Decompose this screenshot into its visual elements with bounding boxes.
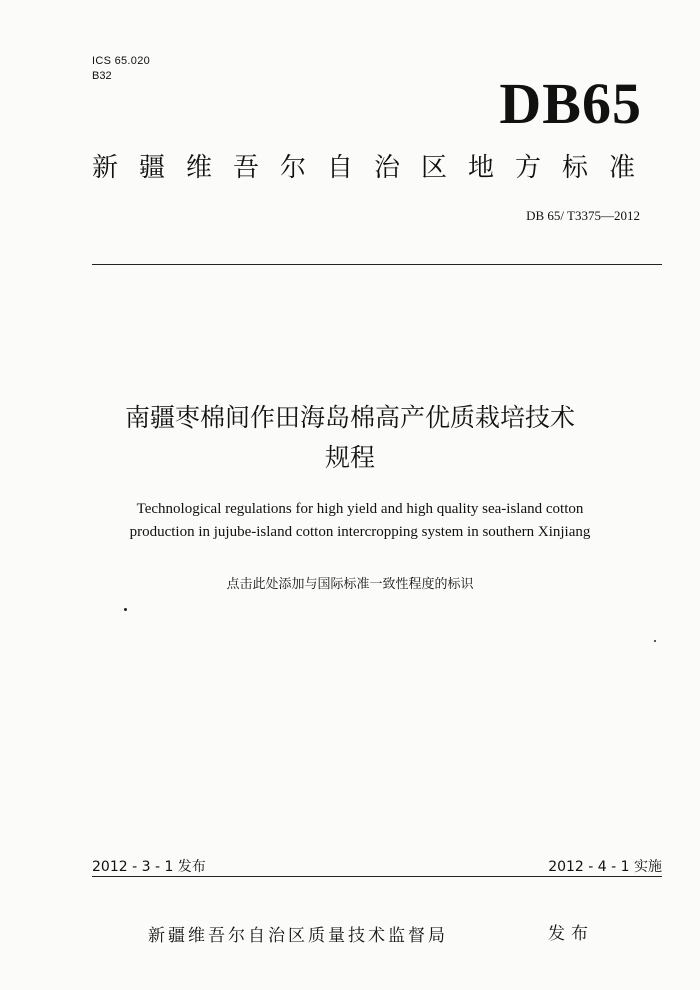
scan-speck [124, 608, 127, 611]
document-title-zh [40, 398, 660, 478]
title-zh-line-2: 规程 [324, 443, 375, 472]
classification-code: B32 [92, 70, 112, 82]
publish-label: 发布 [548, 924, 594, 944]
publisher-name: 新疆维吾尔自治区质量技术监督局 [148, 926, 448, 946]
document-title-en [60, 498, 660, 544]
title-en-line-1: Technological regulations for high yield and high quality sea-island cotton [136, 501, 584, 517]
header-divider [92, 264, 662, 265]
consistency-placeholder[interactable]: 点击此处添加与国际标准一致性程度的标识 [226, 577, 474, 592]
footer-divider [92, 876, 662, 877]
scan-speck [654, 640, 656, 642]
standard-number: DB 65/ T3375—2012 [526, 208, 640, 223]
implementation-date: 2012 - 4 - 1 实施 [548, 859, 662, 875]
title-zh-line-1: 南疆枣棉间作田海岛棉高产优质栽培技术 [124, 403, 575, 432]
ics-code: ICS 65.020 [92, 55, 151, 67]
publish-date: 2012 - 3 - 1 发布 [92, 859, 206, 875]
title-en-line-2: production in jujube-island cotton intercropping system in southern Xinjiang [129, 524, 591, 540]
standard-brand-logo: DB65 [499, 71, 642, 136]
standard-type-heading: 新疆维吾尔自治区地方标准 [92, 153, 657, 183]
